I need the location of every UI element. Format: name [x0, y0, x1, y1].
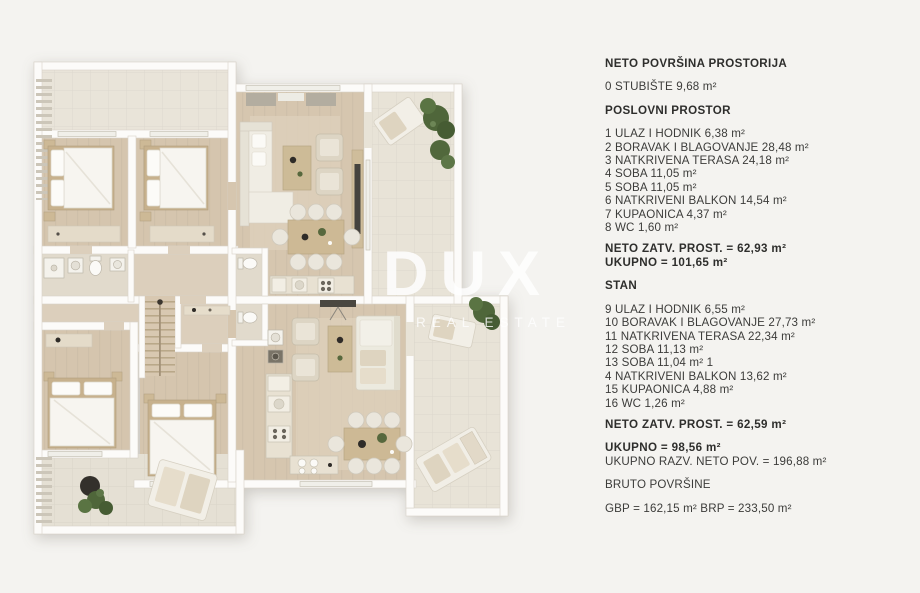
room-line: 4 SOBA 11,05 m²: [605, 167, 697, 181]
bedroom-4-bed: [144, 394, 226, 476]
room-line: 9 ULAZ I HODNIK 6,55 m²: [605, 302, 746, 316]
staircase: [145, 299, 175, 376]
kitchen-1: [270, 276, 354, 294]
armchair: [316, 168, 343, 195]
apartment-total: UKUPNO = 98,56 m²: [605, 441, 721, 455]
room-line: 8 WC 1,60 m²: [605, 221, 679, 235]
legend-title: NETO POVRŠINA PROSTORIJA: [605, 57, 788, 70]
gross-heading: BRUTO POVRŠINE: [605, 478, 711, 492]
room-line: 1 ULAZ I HODNIK 6,38 m²: [605, 127, 746, 141]
bedroom-2-bed: [140, 140, 214, 242]
area-legend: [605, 57, 913, 515]
watermark-tagline: REAL ESTATE: [416, 315, 572, 330]
coffee-table: [283, 146, 311, 190]
gross-values: GBP = 162,15 m² BRP = 233,50 m²: [605, 501, 792, 515]
room-line: 6 NATKRIVENI BALKON 14,54 m²: [605, 194, 787, 208]
wall-tv: [320, 300, 356, 307]
room-line: 15 KUPAONICA 4,88 m²: [605, 383, 734, 397]
room-line: 10 BORAVAK I BLAGOVANJE 27,73 m²: [605, 316, 816, 330]
room-line: 13 SOBA 11,04 m² 1: [605, 356, 714, 370]
apartment-heading: STAN: [605, 279, 638, 293]
room-line: 3 NATKRIVENA TERASA 24,18 m²: [605, 154, 790, 168]
bedroom-1-bed: [44, 140, 120, 242]
watermark-brand: DUX: [383, 239, 553, 309]
armchair: [292, 354, 319, 381]
business-heading: POSLOVNI PROSTOR: [605, 103, 731, 117]
room-line: 4 NATKRIVENI BALKON 13,62 m²: [605, 369, 787, 383]
staircase-line: 0 STUBIŠTE 9,68 m²: [605, 80, 717, 94]
curtain: [246, 93, 276, 106]
room-line: 16 WC 1,26 m²: [605, 396, 685, 410]
room-line: 2 BORAVAK I BLAGOVANJE 28,48 m²: [605, 140, 809, 154]
coffee-table: [328, 326, 352, 372]
apartment-net-closed: NETO ZATV. PROST. = 62,59 m²: [605, 417, 787, 431]
apartment-total-developed: UKUPNO RAZV. NETO POV. = 196,88 m²: [605, 454, 827, 468]
hall-console: [184, 306, 230, 315]
wc-2-toilet: [238, 312, 257, 323]
room-line: 7 KUPAONICA 4,37 m²: [605, 207, 727, 221]
wc-1-toilet: [238, 258, 257, 269]
business-total: UKUPNO = 101,65 m²: [605, 255, 728, 269]
room-line: 5 SOBA 11,05 m²: [605, 180, 697, 194]
room-line: 11 NATKRIVENA TERASA 22,34 m²: [605, 329, 795, 343]
business-net-closed: NETO ZATV. PROST. = 62,93 m²: [605, 242, 787, 256]
armchair: [292, 318, 319, 345]
armchair: [316, 134, 343, 161]
sofa: [356, 316, 400, 390]
room-line: 12 SOBA 11,13 m²: [605, 342, 704, 356]
